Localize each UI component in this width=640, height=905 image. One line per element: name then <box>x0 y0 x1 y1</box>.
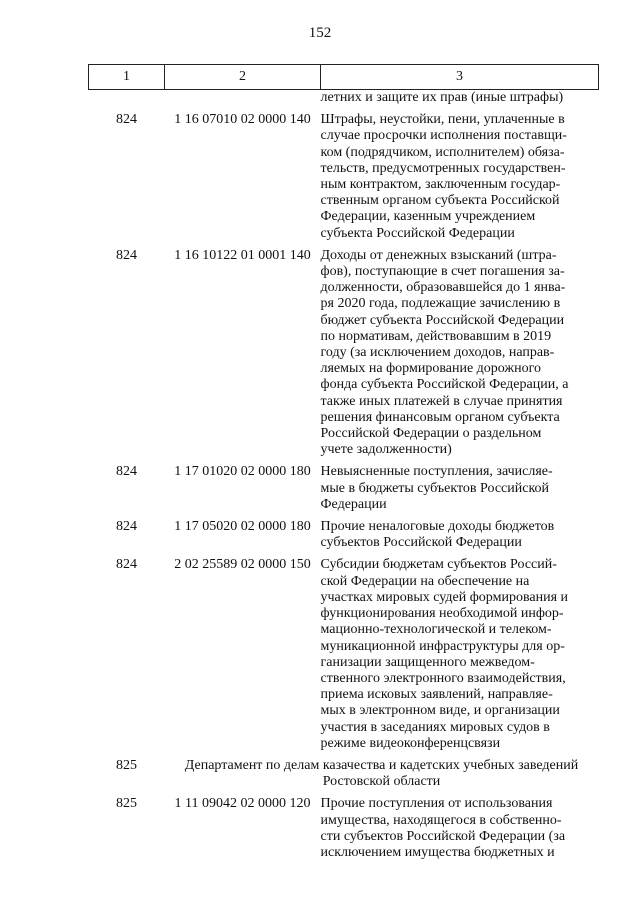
description-line: летних и защите их прав (иные штрафы) <box>320 90 564 105</box>
description-line: ственным органом субъекта Российской <box>320 193 560 209</box>
description-line: имущества, находящегося в собственно- <box>320 812 562 828</box>
table-row <box>89 557 599 757</box>
description-line: ской Федерации на обеспечение на <box>320 573 530 589</box>
budget-code: 1 11 09042 02 0000 120 <box>174 796 311 812</box>
description-line: учете задолженности) <box>320 442 452 458</box>
row-number: 824 <box>116 464 137 480</box>
department-line: Ростовской области <box>322 774 441 790</box>
page-number: 152 <box>308 25 332 41</box>
description-line: ственного электронного взаимодействия, <box>320 670 566 686</box>
description-line: мые в бюджеты субъектов Российской <box>320 480 550 496</box>
department-name <box>165 758 599 796</box>
table-row <box>89 519 599 557</box>
row-number: 825 <box>116 796 137 812</box>
budget-code: 1 17 05020 02 0000 180 <box>174 519 311 535</box>
row-number: 824 <box>116 247 137 263</box>
budget-code: 1 16 07010 02 0000 140 <box>174 112 311 128</box>
description-line: ганизации защищенного межведом- <box>320 654 535 670</box>
row-description <box>321 796 599 867</box>
description-line: Субсидии бюджетам субъектов Россий- <box>320 557 557 573</box>
description-line: Штрафы, неустойки, пени, уплаченные в <box>320 112 565 128</box>
header-col-2: 2 <box>165 65 321 90</box>
row-number: 825 <box>116 757 137 773</box>
header-col-1: 1 <box>89 65 165 90</box>
department-row <box>89 758 599 796</box>
row-description <box>321 464 599 519</box>
description-line: Федерации, казенным учреждением <box>320 209 536 225</box>
description-line: субъекта Российской Федерации <box>320 225 515 241</box>
description-line: субъектов Российской Федерации <box>320 535 522 551</box>
description-line: Федерации <box>320 496 387 512</box>
description-line: функционирования необходимой инфор- <box>320 606 564 622</box>
row-description <box>321 519 599 557</box>
row-description <box>321 557 599 757</box>
budget-codes-table <box>88 64 599 867</box>
description-line: случае просрочки исполнения поставщи- <box>320 128 567 144</box>
table-row <box>89 112 599 248</box>
description-line: ком (подрядчиком, исполнителем) обяза- <box>320 144 565 160</box>
row-description <box>321 248 599 465</box>
row-number: 824 <box>116 112 137 128</box>
description-line: долженности, образовавшейся до 1 янва- <box>320 280 566 296</box>
description-line: ным контрактом, заключенным государ- <box>320 177 561 193</box>
budget-code: 2 02 25589 02 0000 150 <box>174 557 311 573</box>
description-line: участия в заседаниях мировых судов в <box>320 719 550 735</box>
description-line: фов), поступающие в счет погашения за- <box>320 264 565 280</box>
description-line: фонда субъекта Российской Федерации, а <box>320 377 569 393</box>
department-line: Департамент по делам казачества и кадетских учебных заведений <box>184 757 579 773</box>
description-line: Невыясненные поступления, зачисляе- <box>320 464 553 480</box>
description-line: тельств, предусмотренных государствен- <box>320 160 566 176</box>
header-col-3: 3 <box>321 65 599 90</box>
table-row <box>89 796 599 867</box>
description-line: приема исковых заявлений, направляе- <box>320 687 553 703</box>
continuation-text <box>321 90 599 113</box>
table-row <box>89 464 599 519</box>
row-number: 824 <box>116 519 137 535</box>
description-line: муникационной инфраструктуры для ор- <box>320 638 565 654</box>
description-line: решения финансовым органом субъекта <box>320 409 560 425</box>
table-header-row <box>89 65 599 90</box>
budget-code: 1 17 01020 02 0000 180 <box>174 464 311 480</box>
description-line: Прочие поступления от использования <box>320 796 553 812</box>
row-description <box>321 112 599 248</box>
description-line: Доходы от денежных взысканий (штра- <box>320 247 557 263</box>
description-line: году (за исключением доходов, направ- <box>320 345 555 361</box>
description-line: по нормативам, действовавшим в 2019 <box>320 328 552 344</box>
description-line: ря 2020 года, подлежащие зачислению в <box>320 296 561 312</box>
description-line: бюджет субъекта Российской Федерации <box>320 312 565 328</box>
description-line: ляемых на формирование дорожного <box>320 361 541 377</box>
budget-code: 1 16 10122 01 0001 140 <box>174 247 311 263</box>
description-line: исключением имущества бюджетных и <box>320 844 555 860</box>
description-line: Прочие неналоговые доходы бюджетов <box>320 519 555 535</box>
description-line: мых в электронном виде, и организации <box>320 703 560 719</box>
description-line: участках мировых судей формирования и <box>320 589 569 605</box>
description-line: также иных платежей в случае принятия <box>320 393 563 409</box>
description-line: мационно-технологической и телеком- <box>320 622 552 638</box>
description-line: режиме видеоконференцсвязи <box>320 735 501 751</box>
continuation-row <box>89 90 599 113</box>
table-row <box>89 248 599 465</box>
description-line: Российской Федерации о раздельном <box>320 426 542 442</box>
description-line: сти субъектов Российской Федерации (за <box>320 828 566 844</box>
row-number: 824 <box>116 557 137 573</box>
